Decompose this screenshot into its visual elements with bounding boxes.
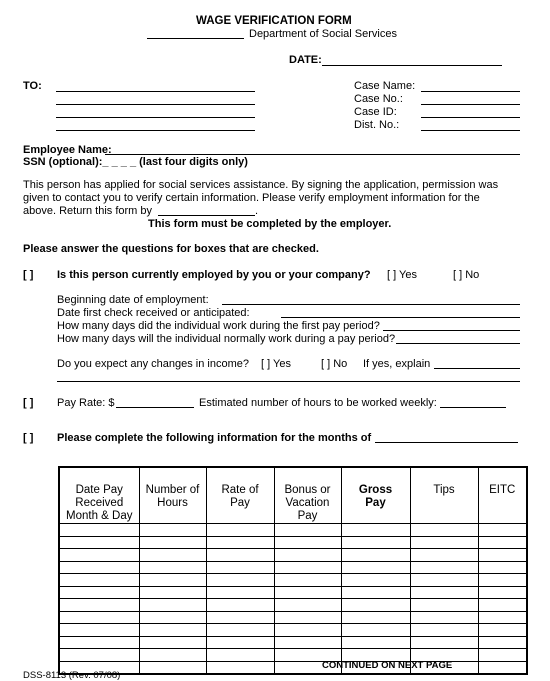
table-cell[interactable] (206, 536, 274, 549)
table-cell[interactable] (139, 649, 206, 662)
pay-rate-label: Pay Rate: $ (57, 397, 115, 409)
table-cell[interactable] (478, 636, 527, 649)
col-header-rate-of-pay: Rate of Pay (206, 467, 274, 524)
to-address-line-4[interactable] (56, 130, 255, 131)
intro-line-1: This person has applied for social services assistance. By signing the application, permission was (23, 179, 499, 191)
table-cell[interactable] (341, 586, 410, 599)
months-field[interactable] (375, 442, 518, 443)
table-cell[interactable] (274, 611, 341, 624)
case-id-field[interactable] (421, 117, 520, 118)
employee-name-field[interactable] (105, 154, 520, 155)
table-row (59, 561, 527, 574)
table-cell[interactable] (341, 524, 410, 537)
first-check-label: Date first check received or anticipated: (57, 307, 250, 319)
table-cell[interactable] (139, 549, 206, 562)
days-first-period-field[interactable] (383, 330, 520, 331)
table-cell[interactable] (59, 649, 139, 662)
table-cell[interactable] (478, 549, 527, 562)
table-cell[interactable] (410, 586, 478, 599)
table-cell[interactable] (274, 599, 341, 612)
explain-label: If yes, explain (363, 358, 431, 370)
table-cell[interactable] (206, 624, 274, 637)
table-cell[interactable] (139, 611, 206, 624)
beginning-date-label: Beginning date of employment: (57, 294, 209, 306)
table-cell[interactable] (274, 574, 341, 587)
table-cell[interactable] (206, 524, 274, 537)
table-cell[interactable] (410, 549, 478, 562)
ssn-label: SSN (optional):_ _ _ _ (last four digits only) (23, 156, 248, 168)
table-cell[interactable] (478, 624, 527, 637)
table-cell[interactable] (478, 524, 527, 537)
q3-text: Please complete the following information for the months of (57, 432, 372, 444)
table-row (59, 661, 527, 674)
col-header-bonus-vacation-pay: Bonus or Vacation Pay (274, 467, 341, 524)
table-cell[interactable] (341, 599, 410, 612)
to-label: TO: (23, 80, 42, 92)
table-cell[interactable] (139, 586, 206, 599)
explain-field[interactable] (434, 368, 520, 369)
table-cell[interactable] (478, 661, 527, 674)
table-row (59, 636, 527, 649)
form-title: WAGE VERIFICATION FORM (196, 15, 352, 27)
table-cell[interactable] (274, 624, 341, 637)
beginning-date-field[interactable] (222, 304, 520, 305)
table-cell[interactable] (410, 599, 478, 612)
table-cell[interactable] (206, 636, 274, 649)
table-cell[interactable] (478, 574, 527, 587)
table-cell[interactable] (478, 599, 527, 612)
pay-history-table (58, 466, 528, 675)
table-cell[interactable] (139, 636, 206, 649)
table-row (59, 599, 527, 612)
table-cell[interactable] (206, 611, 274, 624)
case-no-label: Case No.: (354, 93, 403, 105)
first-check-field[interactable] (281, 317, 520, 318)
days-first-period-label: How many days did the individual work during the first pay period? (57, 320, 380, 332)
table-cell[interactable] (410, 624, 478, 637)
table-cell[interactable] (59, 624, 139, 637)
col-header-number-of-hours: Number of Hours (139, 467, 206, 524)
table-cell[interactable] (139, 599, 206, 612)
table-cell[interactable] (341, 624, 410, 637)
weekly-hours-label: Estimated number of hours to be worked weekly: (199, 397, 437, 409)
table-cell[interactable] (341, 561, 410, 574)
table-cell[interactable] (206, 649, 274, 662)
table-cell[interactable] (139, 661, 206, 674)
table-cell[interactable] (341, 611, 410, 624)
table-cell[interactable] (478, 586, 527, 599)
table-cell[interactable] (274, 636, 341, 649)
table-cell[interactable] (274, 586, 341, 599)
table-row (59, 586, 527, 599)
col-header-date-pay: Date Pay Received Month & Day (59, 467, 139, 524)
explain-field-line-2[interactable] (57, 381, 520, 382)
table-cell[interactable] (59, 611, 139, 624)
table-row (59, 574, 527, 587)
intro-line-3: above. Return this form by (23, 205, 153, 217)
days-normal-field[interactable] (396, 343, 520, 344)
table-cell[interactable] (206, 586, 274, 599)
q1-checkbox[interactable]: [ ] (23, 269, 34, 281)
instructions: Please answer the questions for boxes that are checked. (23, 243, 319, 255)
table-cell[interactable] (139, 561, 206, 574)
table-cell[interactable] (59, 524, 139, 537)
col-header-eitc: EITC (478, 467, 527, 524)
table-cell[interactable] (59, 599, 139, 612)
table-cell[interactable] (478, 611, 527, 624)
col-header-tips: Tips (410, 467, 478, 524)
employee-name-label: Employee Name: (23, 144, 112, 156)
table-cell[interactable] (139, 524, 206, 537)
q2-checkbox[interactable]: [ ] (23, 397, 34, 409)
to-address-line-2[interactable] (56, 104, 255, 105)
pay-rate-field[interactable] (116, 407, 194, 408)
col-header-gross-pay: Gross Pay (341, 467, 410, 524)
dist-no-field[interactable] (421, 130, 520, 131)
case-name-field[interactable] (421, 91, 520, 92)
table-cell[interactable] (139, 536, 206, 549)
table-cell[interactable] (341, 574, 410, 587)
employer-must-complete: This form must be completed by the employer. (148, 218, 392, 230)
table-cell[interactable] (410, 561, 478, 574)
table-cell[interactable] (341, 549, 410, 562)
table-cell[interactable] (206, 549, 274, 562)
q1-yes-checkbox[interactable]: [ ] Yes (387, 269, 417, 281)
table-cell[interactable] (59, 586, 139, 599)
table-cell[interactable] (206, 599, 274, 612)
q1-no-checkbox[interactable]: [ ] No (453, 269, 480, 281)
table-cell[interactable] (410, 524, 478, 537)
income-change-no-checkbox[interactable]: [ ] No (321, 358, 348, 370)
table-cell[interactable] (59, 636, 139, 649)
table-row (59, 611, 527, 624)
table-cell[interactable] (274, 561, 341, 574)
table-cell[interactable] (478, 561, 527, 574)
dist-no-label: Dist. No.: (354, 119, 400, 131)
intro-line-3-period: . (255, 205, 259, 217)
table-cell[interactable] (59, 574, 139, 587)
table-cell[interactable] (410, 536, 478, 549)
table-cell[interactable] (410, 574, 478, 587)
q1-question: Is this person currently employed by you or your company? (57, 269, 371, 281)
table-cell[interactable] (139, 574, 206, 587)
table-cell[interactable] (206, 561, 274, 574)
income-change-yes-checkbox[interactable]: [ ] Yes (261, 358, 291, 370)
case-no-field[interactable] (421, 104, 520, 105)
days-normal-label: How many days will the individual normally work during a pay period? (57, 333, 396, 345)
case-name-label: Case Name: (354, 80, 416, 92)
table-cell[interactable] (206, 574, 274, 587)
q3-checkbox[interactable]: [ ] (23, 432, 34, 444)
continued-note: CONTINUED ON NEXT PAGE (322, 660, 453, 671)
table-cell[interactable] (206, 661, 274, 674)
table-cell[interactable] (478, 649, 527, 662)
form-number: DSS-8113 (Rev. 07/08) (23, 670, 121, 681)
to-address-line-1[interactable] (56, 91, 255, 92)
to-address-line-3[interactable] (56, 117, 255, 118)
table-cell[interactable] (139, 624, 206, 637)
pay-table-body (59, 524, 527, 675)
income-change-label: Do you expect any changes in income? (57, 358, 250, 370)
table-cell[interactable] (410, 636, 478, 649)
table-cell[interactable] (410, 611, 478, 624)
table-cell[interactable] (274, 549, 341, 562)
table-row (59, 524, 527, 537)
table-cell[interactable] (478, 536, 527, 549)
intro-line-2: given to contact you to verify certain information. Please verify employment information for the (23, 192, 480, 204)
table-row (59, 624, 527, 637)
table-cell[interactable] (59, 549, 139, 562)
table-cell[interactable] (341, 536, 410, 549)
table-row (59, 536, 527, 549)
table-cell[interactable] (59, 561, 139, 574)
date-label: DATE: (289, 54, 322, 66)
table-header-row (59, 467, 527, 524)
table-cell[interactable] (341, 636, 410, 649)
department-name: Department of Social Services (249, 28, 397, 40)
department-blank-line[interactable] (147, 38, 244, 39)
weekly-hours-field[interactable] (440, 407, 506, 408)
table-cell[interactable] (274, 536, 341, 549)
table-cell[interactable] (274, 524, 341, 537)
table-cell[interactable] (59, 536, 139, 549)
table-row (59, 549, 527, 562)
date-field[interactable] (322, 65, 502, 66)
return-by-field[interactable] (158, 215, 255, 216)
table-row (59, 649, 527, 662)
case-id-label: Case ID: (354, 106, 397, 118)
